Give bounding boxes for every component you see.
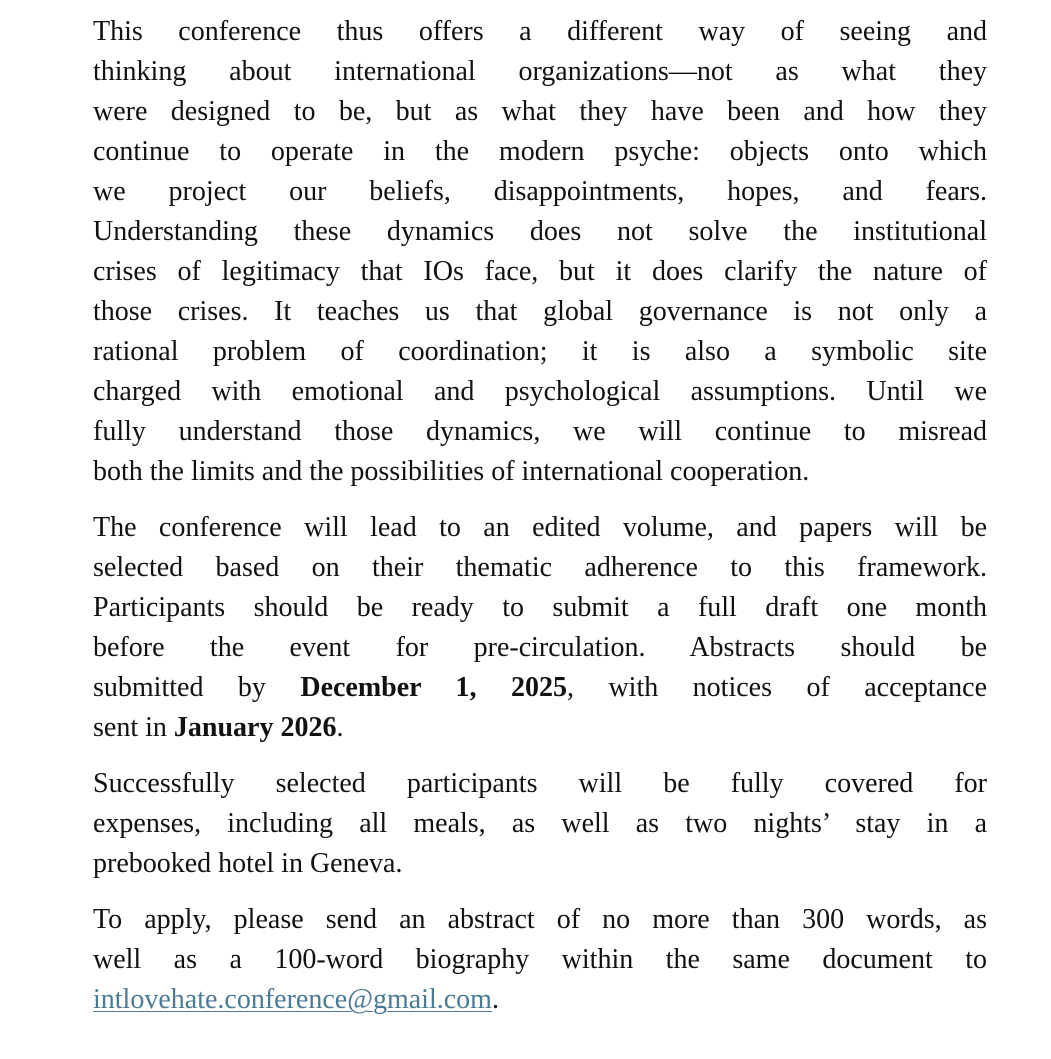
text-line (93, 708, 987, 748)
text-line: thinking about international organizations—not as what they (93, 56, 987, 87)
text-line: The conference will lead to an edited volume, and papers will be (93, 512, 987, 543)
text-segment: submitted by (93, 672, 301, 703)
paragraph-2 (93, 508, 987, 748)
text-line: fully understand those dynamics, we will continue to misread (93, 416, 987, 447)
text-line: crises of legitimacy that IOs face, but it does clarify the nature of (93, 256, 987, 287)
paragraph-3 (93, 764, 987, 884)
text-line: This conference thus offers a different way of seeing and (93, 16, 987, 47)
text-line: prebooked hotel in Geneva. (93, 848, 403, 879)
deadline-date: January 2026 (173, 712, 337, 743)
text-line: those crises. It teaches us that global governance is not only a (93, 296, 987, 327)
text-segment: sent in (93, 712, 174, 743)
text-line: rational problem of coordination; it is also a symbolic site (93, 336, 987, 367)
text-segment: . (491, 984, 499, 1015)
document-body (93, 12, 987, 1036)
text-line: Participants should be ready to submit a full draft one month (93, 592, 987, 623)
text-line: were designed to be, but as what they have been and how they (93, 96, 987, 127)
text-line: we project our beliefs, disappointments, hopes, and fears. (93, 176, 987, 207)
text-line: selected based on their thematic adherence to this framework. (93, 552, 987, 583)
paragraph-4 (93, 900, 987, 1020)
text-line: To apply, please send an abstract of no more than 300 words, as (93, 904, 987, 935)
text-line: before the event for pre-circulation. Abstracts should be (93, 632, 987, 663)
paragraph-1 (93, 12, 987, 492)
email-link[interactable]: intlovehate.conference@gmail.com (93, 984, 492, 1015)
text-line (93, 668, 987, 708)
text-line: well as a 100-word biography within the same document to (93, 944, 987, 975)
text-segment: , with notices of acceptance (567, 672, 987, 703)
deadline-date: December 1, 2025 (300, 672, 567, 703)
text-line: charged with emotional and psychological assumptions. Until we (93, 376, 987, 407)
text-line: continue to operate in the modern psyche: objects onto which (93, 136, 987, 167)
text-segment: . (336, 712, 344, 743)
text-line (93, 980, 987, 1020)
text-line: Successfully selected participants will be fully covered for (93, 768, 987, 799)
text-line: both the limits and the possibilities of international cooperation. (93, 456, 810, 487)
text-line: expenses, including all meals, as well as two nights’ stay in a (93, 808, 987, 839)
text-line: Understanding these dynamics does not solve the institutional (93, 216, 987, 247)
